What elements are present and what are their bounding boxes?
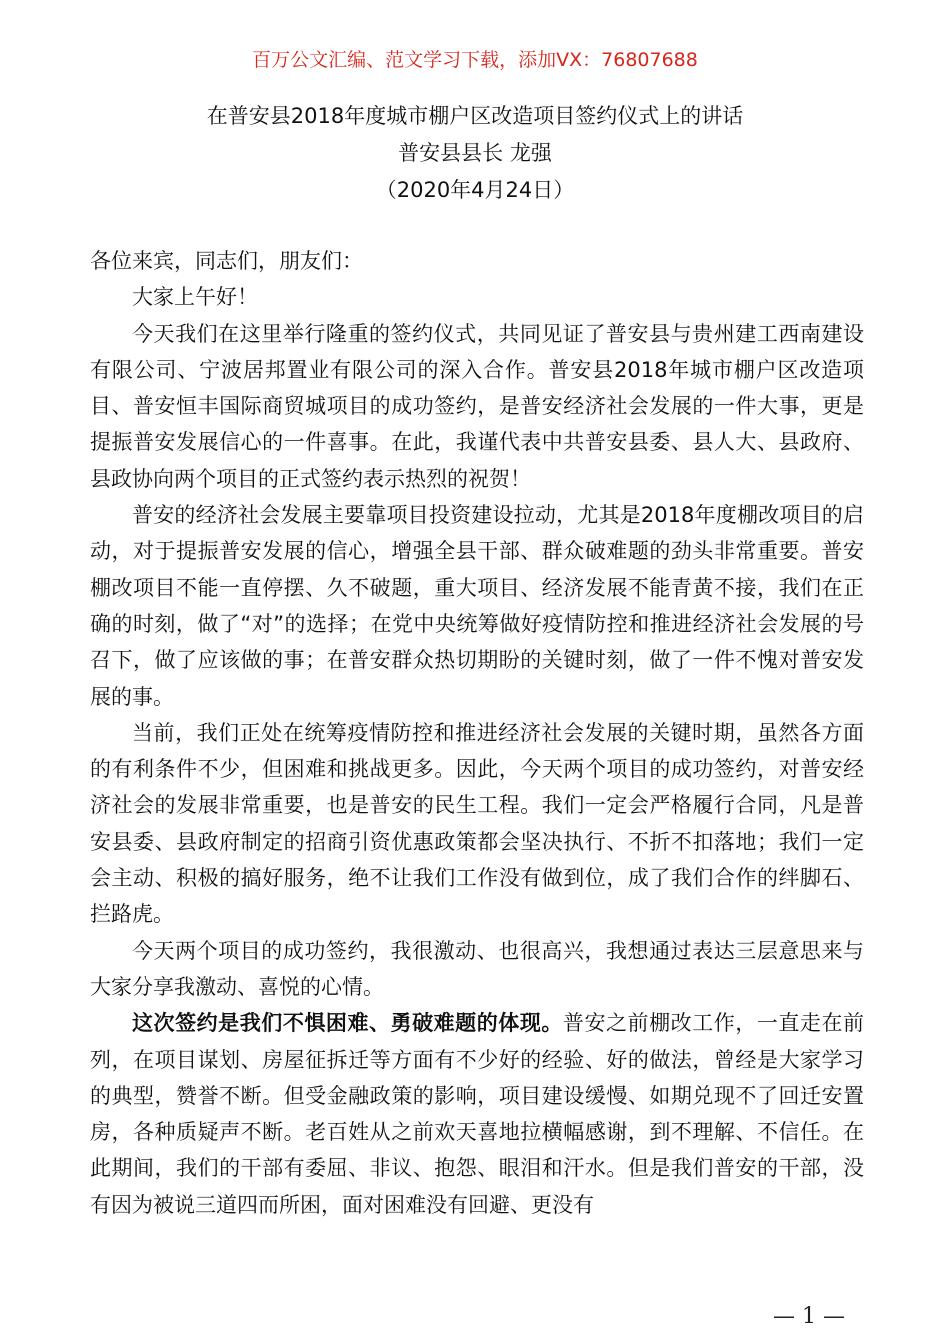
- paragraph-overcoming-difficulties: [90, 1005, 864, 1223]
- bold-heading: 这次签约是我们不惧困难、勇破难题的体现。: [132, 1011, 563, 1036]
- paragraph-three-points: 今天两个项目的成功签约，我很激动、也很高兴，我想通过表达三层意思来与大家分享我激动、喜悦的心情。: [90, 938, 864, 999]
- page-number: — 1 —: [773, 1304, 845, 1329]
- speech-body: [90, 243, 864, 1223]
- speech-date: （2020年4月24日）: [375, 178, 575, 202]
- paragraph-economic-development: 普安的经济社会发展主要靠项目投资建设拉动，尤其是2018年度棚改项目的启动，对于提振普安发展的信心，增强全县干部、群众破难题的劲头非常重要。普安棚改项目不能一直停摆、久不破题，重大项目、经济发展不能青黄不接，我们在正确的时刻，做了“对”的选择；在党中央统筹做好疫情防控和推进经济社会发展的号召下，做了应该做的事；在普安群众热切期盼的关键时刻，做了一件不愧对普安发展的事。: [90, 503, 864, 709]
- paragraph-current-situation: 当前，我们正处在统筹疫情防控和推进经济社会发展的关键时期，虽然各方面的有利条件不少，但困难和挑战更多。因此，今天两个项目的成功签约，对普安经济社会的发展非常重要，也是普安的民生工程。我们一定会严格履行合同，凡是普安县委、县政府制定的招商引资优惠政策都会坚决执行、不折不扣落地；我们一定会主动、积极的搞好服务，绝不让我们工作没有做到位，成了我们合作的绊脚石、拦路虎。: [90, 720, 864, 927]
- title-block: [0, 98, 950, 209]
- speech-title: 在普安县2018年度城市棚户区改造项目签约仪式上的讲话: [206, 104, 744, 128]
- salutation: 各位来宾，同志们，朋友们：: [90, 249, 363, 273]
- paragraph-greeting: 大家上午好！: [132, 285, 258, 310]
- paragraph-signing-ceremony: 今天我们在这里举行隆重的签约仪式，共同见证了普安县与贵州建工西南建设有限公司、宁波居邦置业有限公司的深入合作。普安县2018年城市棚户区改造项目、普安恒丰国际商贸城项目的成功签约，是普安经济社会发展的一件大事，更是提振普安发展信心的一件喜事。在此，我谨代表中共普安县委、县人大、县政府、县政协向两个项目的正式签约表示热烈的祝贺！: [90, 321, 864, 491]
- speaker-line: 普安县县长 龙强: [398, 141, 552, 165]
- paragraph-continuation: 普安之前棚改工作，一直走在前列，在项目谋划、房屋征拆迁等方面有不少好的经验、好的做法，曾经是大家学习的典型，赞誉不断。但受金融政策的影响，项目建设缓慢、如期兑现不了回迁安置房，各种质疑声不断。老百姓从之前欢天喜地拉横幅感谢，到不理解、不信任。在此期间，我们的干部有委屈、非议、抱怨、眼泪和汗水。但是我们普安的干部，没有因为被说三道四而所困，面对困难没有回避、更没有: [90, 1011, 865, 1217]
- header-banner: 百万公文汇编、范文学习下载，添加VX：76807688: [252, 49, 698, 71]
